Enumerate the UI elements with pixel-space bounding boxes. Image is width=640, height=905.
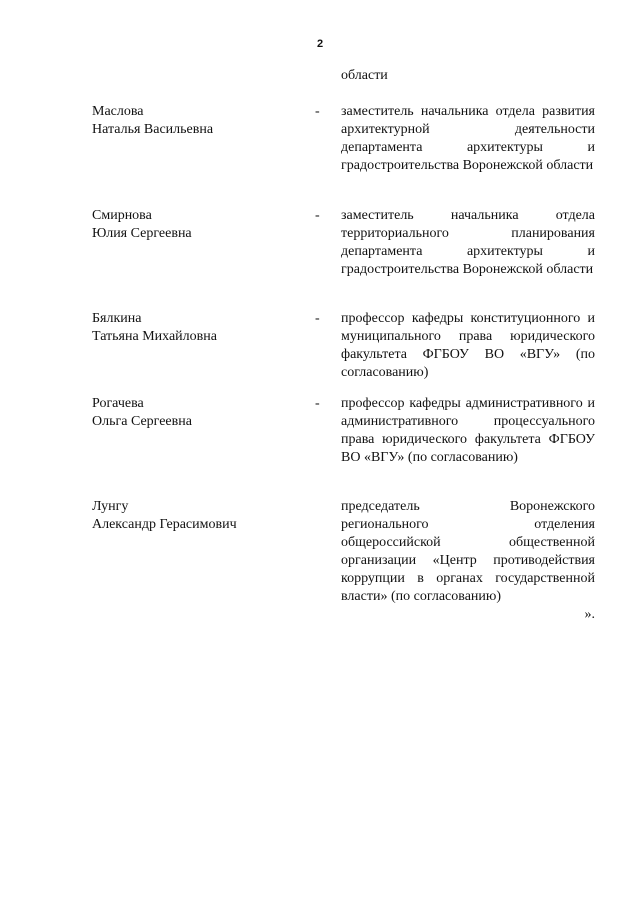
member-role: заместитель начальника отдела территориального планирования департамента архитектуры и градостроительства Воронежской области: [341, 208, 595, 277]
member-name: [92, 310, 292, 346]
member-given-names: Ольга Сергеевна: [92, 414, 192, 429]
member-name: [92, 498, 292, 534]
member-role: профессор кафедры административного и административного процессуального права юридического факультета ФГБОУ ВО «ВГУ» (по согласованию): [341, 396, 595, 465]
dash-separator: -: [315, 396, 320, 411]
member-role: председатель Воронежского регионального отделения общероссийской общественной организации «Центр противодействия коррупции в органах государственной власти» (по согласованию): [341, 499, 595, 604]
closing-quote-mark: ».: [584, 607, 595, 622]
member-surname: Бялкина: [92, 311, 142, 326]
member-surname: Рогачева: [92, 396, 144, 411]
member-name: [92, 395, 292, 431]
dash-separator: -: [315, 104, 320, 119]
member-surname: Смирнова: [92, 208, 152, 223]
member-role: заместитель начальника отдела развития архитектурной деятельности департамента архитектуры и градостроительства Воронежской области: [341, 104, 595, 173]
member-surname: Лунгу: [92, 499, 129, 514]
member-given-names: Юлия Сергеевна: [92, 226, 192, 241]
member-name: [92, 207, 292, 243]
dash-separator: -: [315, 311, 320, 326]
member-surname: Маслова: [92, 104, 144, 119]
dash-separator: -: [315, 208, 320, 223]
member-given-names: Татьяна Михайловна: [92, 329, 217, 344]
member-given-names: Наталья Васильевна: [92, 122, 214, 137]
member-given-names: Александр Герасимович: [92, 517, 237, 532]
continuation-text: области: [341, 68, 388, 83]
member-name: [92, 103, 292, 139]
page-number: 2: [316, 38, 324, 50]
member-role: профессор кафедры конституционного и муниципального права юридического факультета ФГБОУ ВО «ВГУ» (по согласованию): [341, 311, 595, 380]
